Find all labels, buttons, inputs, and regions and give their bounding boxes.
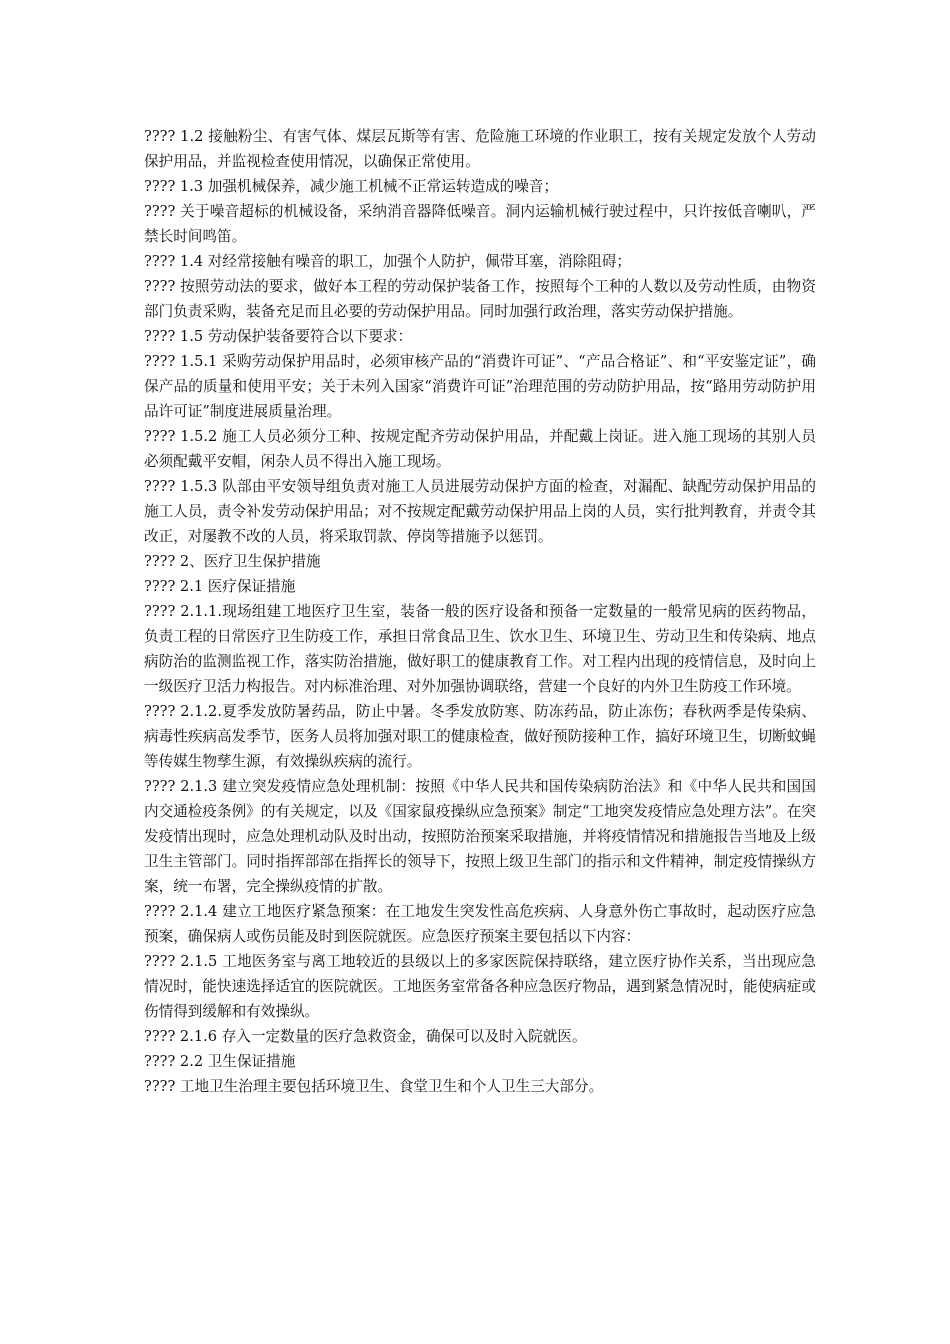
paragraph-hygiene-management: ???? 工地卫生治理主要包括环境卫生、食堂卫生和个人卫生三大部分。 (144, 1078, 604, 1095)
document-body (144, 124, 816, 1099)
paragraph-1-5-1: ???? 1.5.1 采购劳动保护用品时，必须审核产品的“消费许可证”、“产品合格证”、和“平安鉴定证”，确保产品的质量和使用平安；关于未列入国家“消费许可证”治理范围的劳动防护用品，按“路用劳动防护用品许可证”制度进展质量治理。 (144, 353, 816, 420)
paragraph-2-1-5: ???? 2.1.5 工地医务室与离工地较近的县级以上的多家医院保持联络，建立医疗协作关系，当出现应急情况时，能快速选择适宜的医院就医。工地医务室常备各种应急医疗物品，遇到紧急情况时，能使病症或伤情得到缓解和有效操纵。 (144, 953, 816, 1020)
paragraph-1-5: ???? 1.5 劳动保护装备要符合以下要求： (144, 328, 413, 345)
paragraph-1-5-3: ???? 1.5.3 队部由平安领导组负责对施工人员进展劳动保护方面的检查，对漏配、缺配劳动保护用品的施工人员，责令补发劳动保护用品；对不按规定配戴劳动保护用品上岗的人员，实行批判教育，并责令其改正，对屡教不改的人员，将采取罚款、停岗等措施予以惩罚。 (144, 478, 816, 545)
paragraph-1-2: ???? 1.2 接触粉尘、有害气体、煤层瓦斯等有害、危险施工环境的作业职工，按有关规定发放个人劳动保护用品，并监视检查使用情况，以确保正常使用。 (144, 128, 816, 170)
paragraph-2-1-2: ???? 2.1.2.夏季发放防暑药品，防止中暑。冬季发放防寒、防冻药品，防止冻伤；春秋两季是传染病、病毒性疾病高发季节，医务人员将加强对职工的健康检查，做好预防接种工作，搞好环境卫生，切断蚊蝇等传媒生物孳生源，有效操纵疾病的流行。 (144, 703, 816, 770)
paragraph-1-5-2: ???? 1.5.2 施工人员必须分工种、按规定配齐劳动保护用品，并配戴上岗证。进入施工现场的其别人员必须配戴平安帽，闲杂人员不得出入施工现场。 (144, 428, 816, 470)
section-heading-2-1: ???? 2.1 医疗保证措施 (144, 578, 296, 595)
section-heading-2-2: ???? 2.2 卫生保证措施 (144, 1053, 296, 1070)
paragraph-2-1-4: ???? 2.1.4 建立工地医疗紧急预案：在工地发生突发性高危疾病、人身意外伤亡事故时，起动医疗应急预案，确保病人或伤员能及时到医院就医。应急医疗预案主要包括以下内容： (144, 903, 816, 945)
paragraph-labor-law: ???? 按照劳动法的要求，做好本工程的劳动保护装备工作，按照每个工种的人数以及劳动性质，由物资部门负责采购，装备充足而且必要的劳动保护用品。同时加强行政治理，落实劳动保护措施。 (144, 278, 816, 320)
paragraph-noise-equipment: ???? 关于噪音超标的机械设备，采纳消音器降低噪音。洞内运输机械行驶过程中，只许按低音喇叭，严禁长时间鸣笛。 (144, 203, 816, 245)
paragraph-2-1-3: ???? 2.1.3 建立突发疫情应急处理机制：按照《中华人民共和国传染病防治法》和《中华人民共和国国内交通检疫条例》的有关规定，以及《国家鼠疫操纵应急预案》制定“工地突发疫情应急处理方法”。在突发疫情出现时，应急处理机动队及时出动，按照防治预案采取措施，并将疫情情况和措施报告当地及上级卫生主管部门。同时指挥部部在指挥长的领导下，按照上级卫生部门的指示和文件精神，制定疫情操纵方案，统一布署，完全操纵疫情的扩散。 (144, 778, 816, 895)
paragraph-2-1-1: ???? 2.1.1.现场组建工地医疗卫生室，装备一般的医疗设备和预备一定数量的一般常见病的医药物品，负责工程的日常医疗卫生防疫工作，承担日常食品卫生、饮水卫生、环境卫生、劳动卫生和传染病、地点病防治的监测监视工作，落实防治措施，做好职工的健康教育工作。对工程内出现的疫情信息，及时向上一级医疗卫活力构报告。对内标准治理、对外加强协调联络，营建一个良好的内外卫生防疫工作环境。 (144, 603, 816, 695)
paragraph-2-1-6: ???? 2.1.6 存入一定数量的医疗急救资金，确保可以及时入院就医。 (144, 1028, 587, 1045)
section-heading-2: ???? 2、医疗卫生保护措施 (144, 553, 321, 570)
paragraph-1-4: ???? 1.4 对经常接触有噪音的职工，加强个人防护，佩带耳塞，消除阻碍； (144, 253, 632, 270)
paragraph-1-3: ???? 1.3 加强机械保养，减少施工机械不正常运转造成的噪音； (144, 178, 559, 195)
